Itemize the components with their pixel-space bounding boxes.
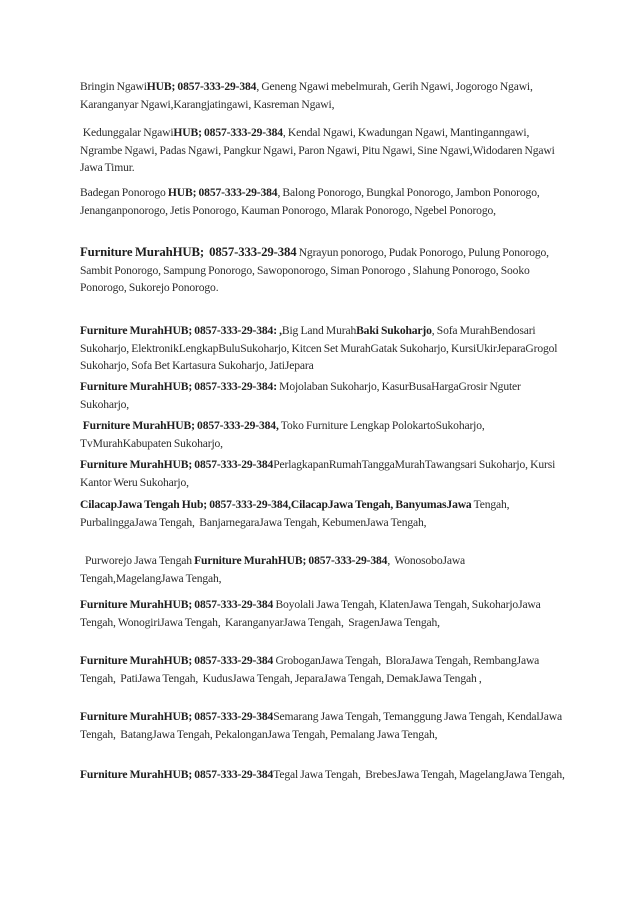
- text-run: Big Land Murah: [281, 324, 357, 337]
- bold-text-run: Furniture MurahHUB; 0857-333-29-384:: [80, 380, 277, 393]
- text-run: Boyolali Jawa Tengah, KlatenJawa Tengah, SukoharjoJawa Tengah, WonogiriJawa Tengah, KaranganyarJawa Tengah, SragenJawa Tengah,: [80, 598, 543, 629]
- text-paragraph: [80, 708, 568, 743]
- text-paragraph: [80, 322, 568, 375]
- bold-text-run: Furniture MurahHUB; 0857-333-29-384: [80, 458, 274, 471]
- bold-text-run: HUB; 0857-333-29-384: [146, 80, 257, 93]
- text-run: , WonosoboJawa Tengah,MagelangJawa Tengah,: [80, 554, 468, 585]
- text-paragraph: [80, 456, 568, 491]
- text-paragraph: [80, 496, 568, 531]
- text-run: Semarang Jawa Tengah, Temanggung Jawa Tengah, KendalJawa Tengah, BatangJawa Tengah, PekalonganJawa Tengah, Pemalang Jawa Tengah,: [80, 710, 565, 741]
- bold-text-run: Furniture MurahHUB; 0857-333-29-384: [80, 245, 297, 259]
- text-paragraph: [80, 244, 568, 297]
- text-paragraph: [80, 552, 568, 587]
- bold-text-run: Furniture MurahHUB; 0857-333-29-384,: [80, 419, 279, 432]
- bold-text-run: Furniture MurahHUB; 0857-333-29-384: [80, 654, 274, 667]
- bold-text-run: Baki Sukoharjo: [356, 324, 432, 337]
- bold-text-run: Furniture MurahHUB; 0857-333-29-384: [80, 710, 274, 723]
- text-run: Ngrayun ponorogo, Pudak Ponorogo, Pulung Ponorogo, Sambit Ponorogo, Sampung Ponorogo, Sawoponorogo, Siman Ponorogo , Slahung Ponorogo, Sooko Ponorogo, Sukorejo Ponorogo.: [80, 246, 552, 295]
- text-run: Mojolaban Sukoharjo, KasurBusaHargaGrosir Nguter Sukoharjo,: [80, 380, 523, 411]
- bold-text-run: Furniture MurahHUB; 0857-333-29-384: [80, 598, 274, 611]
- text-paragraph: [80, 124, 568, 177]
- bold-text-run: HUB; 0857-333-29-384: [167, 186, 278, 199]
- text-run: Tengah, PurbalinggaJawa Tengah, BanjarnegaraJawa Tengah, KebumenJawa Tengah,: [80, 498, 512, 529]
- text-run: GroboganJawa Tengah, BloraJawa Tengah, RembangJawa Tengah, PatiJawa Tengah, KudusJawa Tengah, JeparaJawa Tengah, DemakJawa Tengah ,: [80, 654, 542, 685]
- text-paragraph: [80, 378, 568, 413]
- text-paragraph: [80, 184, 568, 219]
- text-paragraph: [80, 78, 568, 113]
- text-paragraph: [80, 596, 568, 631]
- text-run: , Geneng Ngawi mebelmurah, Gerih Ngawi, Jogorogo Ngawi, Karanganyar Ngawi,Karangjatingawi, Kasreman Ngawi,: [80, 80, 535, 111]
- text-run: Purworejo Jawa Tengah: [80, 554, 195, 567]
- text-run: Tegal Jawa Tengah, BrebesJawa Tengah, MagelangJawa Tengah,: [273, 768, 565, 781]
- text-paragraph: [80, 766, 568, 784]
- text-run: PerlagkapanRumahTanggaMurahTawangsari Sukoharjo, Kursi Kantor Weru Sukoharjo,: [80, 458, 558, 489]
- text-paragraph: [80, 417, 568, 452]
- bold-text-run: HUB; 0857-333-29-384: [173, 126, 283, 139]
- text-paragraph: [80, 652, 568, 687]
- bold-text-run: Furniture MurahHUB; 0857-333-29-384: ,: [80, 324, 282, 337]
- text-run: , Sofa MurahBendosari Sukoharjo, ElektronikLengkapBuluSukoharjo, Kitcen Set MurahGatak Sukoharjo, KursiUkirJeparaGrogol Sukoharjo, Sofa Bet Kartasura Sukoharjo, JatiJepara: [80, 324, 560, 373]
- text-run: , Kendal Ngawi, Kwadungan Ngawi, Mantinganngawi, Ngrambe Ngawi, Padas Ngawi, Pangkur Ngawi, Paron Ngawi, Pitu Ngawi, Sine Ngawi,Widodaren Ngawi Jawa Timur.: [80, 126, 557, 175]
- text-run: Kedunggalar Ngawi: [80, 126, 174, 139]
- bold-text-run: Furniture MurahHUB; 0857-333-29-384: [80, 768, 274, 781]
- text-run: Badegan Ponorogo: [80, 186, 168, 199]
- text-run: Bringin Ngawi: [80, 80, 147, 93]
- bold-text-run: CilacapJawa Tengah Hub; 0857-333-29-384,CilacapJawa Tengah, BanyumasJawa: [80, 498, 472, 511]
- bold-text-run: Furniture MurahHUB; 0857-333-29-384: [194, 554, 388, 567]
- text-run: Toko Furniture Lengkap PolokartoSukoharjo, TvMurahKabupaten Sukoharjo,: [80, 419, 487, 450]
- text-run: , Balong Ponorogo, Bungkal Ponorogo, Jambon Ponorogo, Jenanganponorogo, Jetis Ponorogo, Kauman Ponorogo, Mlarak Ponorogo, Ngebel Ponorogo,: [80, 186, 542, 217]
